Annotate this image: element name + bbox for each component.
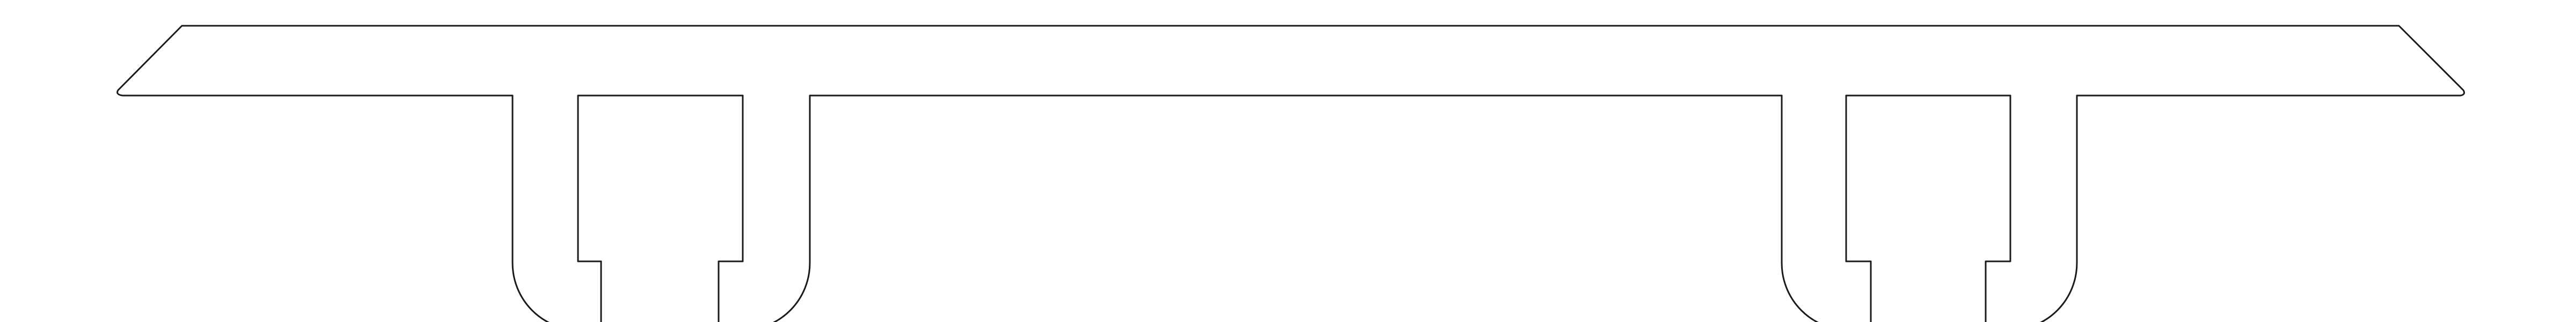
profile-outline	[118, 26, 2464, 322]
